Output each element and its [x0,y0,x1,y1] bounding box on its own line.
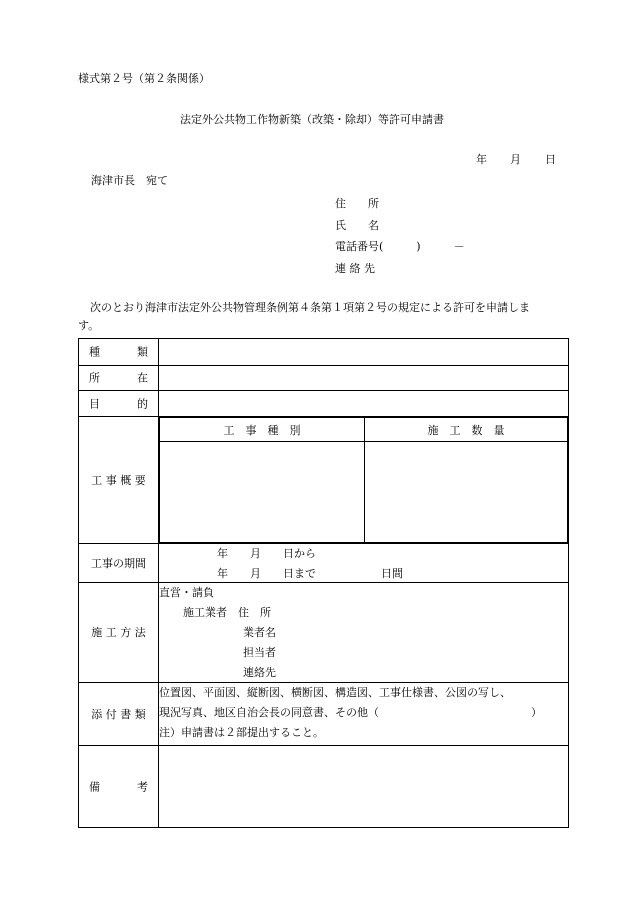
work-outline-cell [159,417,569,544]
date-day-label: 日 [545,153,556,166]
purpose-label-char1: 目 [89,397,100,410]
location-label-char1: 所 [89,371,100,385]
body-text-line2: す。 [78,319,100,332]
work-type-header: 工 事 種 別 [160,418,365,442]
period-label [79,544,159,583]
applicant-address-label: 住 所 [335,197,379,210]
row-attachments [79,683,569,746]
attach-note: 注）申請書は２部提出すること。 [159,726,324,739]
row-purpose [79,391,569,417]
attach-line-2-close: ） [531,706,542,719]
kind-label-char2: 類 [137,345,148,359]
addressee: 海津市長 宛て [91,174,168,187]
row-method [79,583,569,683]
work-type-value[interactable] [160,442,365,543]
kind-value[interactable] [159,339,569,366]
remarks-label [79,746,159,828]
row-location [79,366,569,391]
period-days: 日間 [381,567,403,580]
method-cell [159,583,569,683]
attach-line-2: 現況写真、地区自治会長の同意書、その他（ [159,706,379,719]
attachments-label-text: 添 付 書 類 [91,707,146,721]
method-line-2: 施工業者 住 所 [183,606,271,619]
row-work-outline [79,417,569,544]
purpose-label [79,391,159,417]
attach-line-1: 位置図、平面図、縦断図、横断図、構造図、工事仕様書、公図の写し、 [159,686,511,699]
date-year-label: 年 [476,153,487,166]
attachments-cell [159,683,569,746]
work-outline-inner [159,417,568,543]
work-qty-header: 施 工 数 量 [365,418,568,442]
remarks-label-char2: 考 [137,780,148,793]
period-label-text: 工事の期間 [91,556,146,570]
work-outline-label [79,417,159,544]
kind-label [79,339,159,366]
row-period [79,544,569,583]
attachments-label [79,683,159,746]
row-kind [79,339,569,366]
period-from: 年 月 日から [217,547,316,560]
applicant-name-label: 氏 名 [335,219,379,232]
form-title: 法定外公共物工作物新築（改築・除却）等許可申請書 [180,113,444,126]
applicant-contact-label: 連 絡 先 [335,262,375,275]
method-line-1: 直営・請負 [159,586,214,599]
purpose-label-char2: 的 [137,397,148,410]
method-line-4: 担当者 [243,646,276,659]
kind-label-char1: 種 [89,345,100,359]
remarks-value[interactable] [159,746,569,828]
body-text-line1: 次のとおり海津市法定外公共物管理条例第４条第１項第２号の規定による許可を申請しま [90,301,530,314]
location-label-char2: 在 [137,371,148,385]
method-line-5: 連絡先 [243,666,276,679]
period-to: 年 月 日まで [217,567,316,580]
application-table [78,338,569,828]
method-label [79,583,159,683]
method-label-text: 施 工 方 法 [91,626,146,639]
form-number: 様式第２号（第２条関係） [78,72,210,85]
remarks-label-char1: 備 [89,780,100,793]
applicant-phone-label: 電話番号( ) － [335,240,465,253]
date-month-label: 月 [510,153,521,166]
work-qty-value[interactable] [365,442,568,543]
period-cell [159,544,569,583]
location-value[interactable] [159,366,569,391]
purpose-value[interactable] [159,391,569,417]
row-remarks [79,746,569,828]
work-outline-label-text: 工 事 概 要 [91,473,146,487]
location-label [79,366,159,391]
method-line-3: 業者名 [243,626,276,639]
